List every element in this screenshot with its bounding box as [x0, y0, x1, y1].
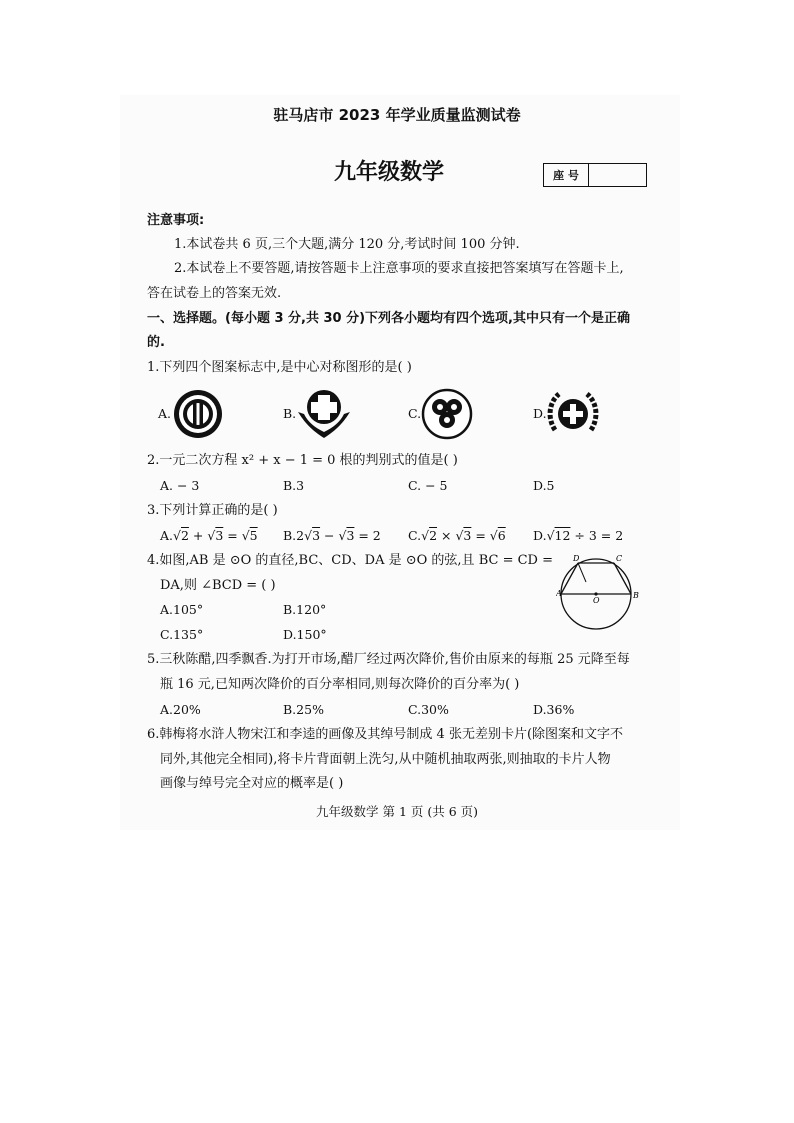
hands-cross-icon	[296, 386, 352, 442]
q3-b-result: = 2	[354, 528, 381, 543]
q5-option-a: A.20%	[160, 702, 201, 717]
question-6-stem-line3: 画像与绰号完全对应的概率是( )	[160, 776, 344, 791]
q3-a-root-sign-2: √	[207, 528, 216, 543]
q4-option-b: B.120°	[283, 602, 327, 617]
q5-option-c: C.30%	[408, 702, 449, 717]
q3-c-root-sign-2: √	[455, 528, 464, 543]
figure-label-d: D	[573, 554, 580, 563]
seat-number-box	[543, 163, 647, 187]
figure-label-c: C	[616, 554, 623, 563]
q3-a-radicand-1: 2	[180, 528, 189, 543]
subject-title: 九年级数学	[334, 159, 445, 185]
q3-c-root-sign: √	[421, 528, 430, 543]
wreath-cross-icon	[545, 386, 601, 442]
q3-a-letter: A.	[160, 528, 174, 543]
q3-option-b	[283, 527, 381, 545]
q2-option-a: A. − 3	[160, 478, 200, 493]
q2-option-d: D.5	[533, 478, 555, 493]
q3-a-radicand-2: 3	[215, 528, 224, 543]
q3-option-c	[408, 527, 506, 545]
section-heading-line2: 的.	[147, 335, 165, 350]
q3-c-radicand-2: 3	[463, 528, 472, 543]
q3-d-radicand: 12	[554, 528, 571, 543]
q5-option-b: B.25%	[283, 702, 324, 717]
q3-c-equals: =	[471, 528, 490, 543]
q1-option-b-label: B.	[283, 406, 297, 421]
section-heading-line1: 一、选择题。(每小题 3 分,共 30 分)下列各小题均有四个选项,其中只有一个是正确	[147, 311, 630, 326]
q3-d-root-sign: √	[546, 528, 555, 543]
q3-b-root-sign-2: √	[338, 528, 347, 543]
q3-b-radicand-2: 3	[346, 528, 355, 543]
q4-option-d: D.150°	[283, 627, 327, 642]
exam-title: 驻马店市 2023 年学业质量监测试卷	[273, 106, 521, 124]
question-6-stem-line2: 同外,其他完全相同),将卡片背面朝上洗匀,从中随机抽取两张,则抽取的卡片人物	[160, 752, 611, 767]
q3-c-root-sign-3: √	[489, 528, 498, 543]
q3-c-letter: C.	[408, 528, 422, 543]
q3-a-root-sign: √	[173, 528, 181, 543]
question-1-stem: 1.下列四个图案标志中,是中心对称图形的是( )	[147, 360, 412, 375]
q1-option-a-label: A.	[158, 406, 172, 421]
question-4-stem-line1: 4.如图,AB 是 ⊙O 的直径,BC、CD、DA 是 ⊙O 的弦,且 BC = CD =	[147, 553, 553, 568]
q3-a-operator: +	[188, 528, 208, 543]
notice-item-2-line2: 答在试卷上的答案无效.	[147, 286, 282, 301]
notice-item-1: 1.本试卷共 6 页,三个大题,满分 120 分,考试时间 100 分钟.	[174, 237, 520, 252]
notice-item-2-line1: 2.本试卷上不要答题,请按答题卡上注意事项的要求直接把答案填写在答题卡上,	[174, 261, 624, 276]
q3-b-radicand-1: 3	[312, 528, 321, 543]
subway-logo-icon	[172, 388, 224, 440]
three-circle-logo-icon	[421, 388, 473, 440]
seat-number-label: 座 号	[544, 164, 589, 186]
q3-c-operator: ×	[437, 528, 456, 543]
q3-c-radicand-1: 2	[429, 528, 438, 543]
question-5-stem-line1: 5.三秋陈醋,四季飘香.为打开市场,醋厂经过两次降价,售价由原来的每瓶 25 元降至每	[147, 652, 630, 667]
figure-label-o: O	[593, 596, 600, 605]
q3-option-d	[533, 527, 623, 545]
q3-a-equals: =	[223, 528, 242, 543]
q5-option-d: D.36%	[533, 702, 575, 717]
q2-option-b: B.3	[283, 478, 305, 493]
question-3-stem: 3.下列计算正确的是( )	[147, 503, 278, 518]
page-footer: 九年级数学 第 1 页 (共 6 页)	[316, 804, 478, 819]
q3-d-result: ÷ 3 = 2	[570, 528, 624, 543]
q3-a-root-sign-3: √	[241, 528, 250, 543]
q4-option-a: A.105°	[160, 602, 204, 617]
question-5-stem-line2: 瓶 16 元,已知两次降价的百分率相同,则每次降价的百分率为( )	[160, 677, 520, 692]
question-6-stem-line1: 6.韩梅将水浒人物宋江和李逵的画像及其绰号制成 4 张无差别卡片(除图案和文字不	[147, 727, 624, 742]
q1-option-c-label: C.	[408, 406, 422, 421]
figure-label-a: A	[556, 589, 562, 598]
circle-geometry-figure	[556, 552, 646, 652]
q3-b-root-sign: √	[304, 528, 313, 543]
q3-b-lead: B.2	[283, 528, 305, 543]
q3-d-letter: D.	[533, 528, 547, 543]
figure-label-b: B	[633, 591, 639, 600]
question-2-stem: 2.一元二次方程 x² + x − 1 = 0 根的判别式的值是( )	[147, 453, 458, 468]
seat-number-field[interactable]	[589, 164, 646, 186]
q3-c-radicand-3: 6	[497, 528, 506, 543]
q3-b-operator: −	[320, 528, 339, 543]
q1-option-d-label: D.	[533, 406, 547, 421]
notice-heading: 注意事项:	[147, 213, 205, 228]
q3-a-radicand-3: 5	[249, 528, 258, 543]
q4-option-c: C.135°	[160, 627, 204, 642]
q2-option-c: C. − 5	[408, 478, 448, 493]
question-4-stem-line2: DA,则 ∠BCD = ( )	[160, 578, 276, 593]
q3-option-a	[160, 527, 258, 545]
